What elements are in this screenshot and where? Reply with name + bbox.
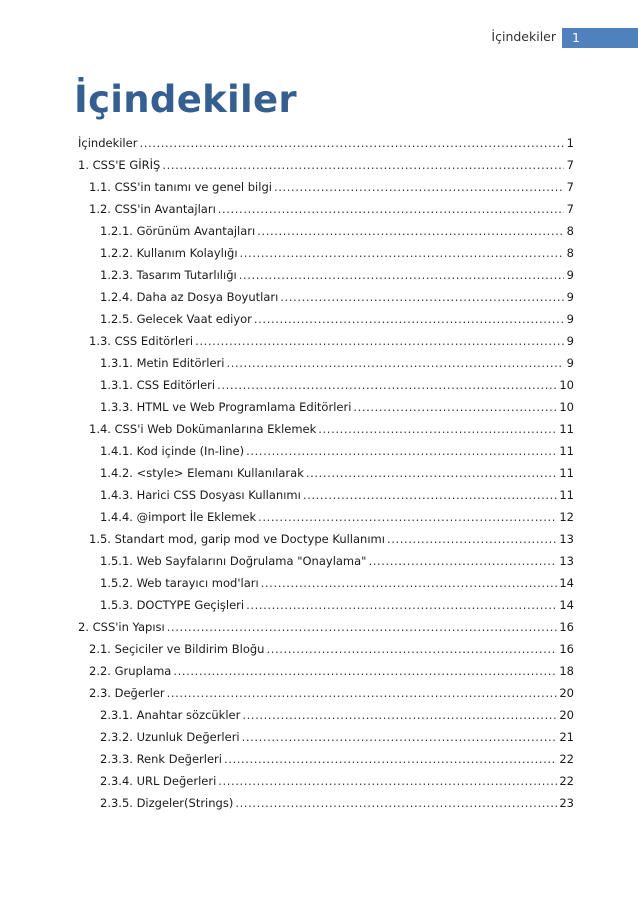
toc-entry-text: 1.2.1. Görünüm Avantajları bbox=[100, 224, 256, 238]
toc-entry-page: 20 bbox=[559, 708, 574, 722]
toc-entry[interactable] bbox=[78, 576, 574, 598]
toc-entry-text: 1.3. CSS Editörleri bbox=[89, 334, 194, 348]
toc-entry[interactable] bbox=[78, 708, 574, 730]
toc-entry-page: 21 bbox=[559, 730, 574, 744]
toc-dot-leader bbox=[368, 554, 557, 568]
toc-entry[interactable] bbox=[78, 334, 574, 356]
toc-dot-leader bbox=[218, 774, 557, 788]
toc-entry-text: 1.4. CSS'i Web Dokümanlarına Eklemek bbox=[89, 422, 317, 436]
toc-entry-text: 2.2. Gruplama bbox=[89, 664, 172, 678]
toc-dot-leader bbox=[246, 444, 557, 458]
toc-entry-text: 2.3. Değerler bbox=[89, 686, 165, 700]
toc-entry-text: 1.5.3. DOCTYPE Geçişleri bbox=[100, 598, 245, 612]
toc-dot-leader bbox=[353, 400, 557, 414]
toc-dot-leader bbox=[257, 224, 564, 238]
page-header bbox=[0, 28, 638, 48]
toc-dot-leader bbox=[139, 136, 564, 150]
toc-dot-leader bbox=[218, 202, 564, 216]
toc-entry[interactable] bbox=[78, 730, 574, 752]
toc-entry-text: 2.3.1. Anahtar sözcükler bbox=[100, 708, 241, 722]
toc-entry-text: 1.5.1. Web Sayfalarını Doğrulama "Onaylama" bbox=[100, 554, 367, 568]
toc-entry[interactable] bbox=[78, 664, 574, 686]
toc-entry-text: 1.2.5. Gelecek Vaat ediyor bbox=[100, 312, 252, 326]
toc-entry-page: 22 bbox=[559, 774, 574, 788]
toc-entry-text: 1. CSS'E GİRİŞ bbox=[78, 158, 161, 172]
toc-entry-text: 1.2. CSS'in Avantajları bbox=[89, 202, 216, 216]
toc-entry-text: 2.3.3. Renk Değerleri bbox=[100, 752, 222, 766]
toc-entry-page: 11 bbox=[559, 488, 574, 502]
toc-entry-page: 7 bbox=[566, 202, 574, 216]
toc-dot-leader bbox=[224, 752, 557, 766]
toc-entry-text: 1.5.2. Web tarayıcı mod'ları bbox=[100, 576, 259, 590]
toc-entry[interactable] bbox=[78, 400, 574, 422]
toc-dot-leader bbox=[303, 488, 558, 502]
toc-entry-page: 20 bbox=[559, 686, 574, 700]
toc-entry-text: 1.5. Standart mod, garip mod ve Doctype Kullanımı bbox=[89, 532, 385, 546]
toc-entry-page: 8 bbox=[566, 224, 574, 238]
toc-entry-page: 23 bbox=[559, 796, 574, 810]
toc-dot-leader bbox=[254, 312, 564, 326]
toc-dot-leader bbox=[258, 510, 557, 524]
toc-dot-leader bbox=[266, 642, 557, 656]
header-title: İçindekiler bbox=[491, 29, 556, 44]
toc-entry[interactable] bbox=[78, 488, 574, 510]
toc-entry-page: 13 bbox=[559, 532, 574, 546]
toc-dot-leader bbox=[274, 180, 564, 194]
toc-entry-text: 1.4.3. Harici CSS Dosyası Kullanımı bbox=[100, 488, 301, 502]
toc-entry-page: 14 bbox=[559, 576, 574, 590]
toc-entry[interactable] bbox=[78, 246, 574, 268]
toc-entry[interactable] bbox=[78, 466, 574, 488]
toc-dot-leader bbox=[167, 686, 558, 700]
toc-entry[interactable] bbox=[78, 532, 574, 554]
toc-entry[interactable] bbox=[78, 554, 574, 576]
toc-entry-text: 1.1. CSS'in tanımı ve genel bilgi bbox=[89, 180, 272, 194]
toc-entry-page: 16 bbox=[559, 642, 574, 656]
toc-entry-page: 9 bbox=[566, 290, 574, 304]
toc-dot-leader bbox=[239, 268, 564, 282]
toc-entry-text: 2.3.2. Uzunluk Değerleri bbox=[100, 730, 240, 744]
toc-entry[interactable] bbox=[78, 356, 574, 378]
toc-entry[interactable] bbox=[78, 378, 574, 400]
toc-entry-text: 1.3.1. CSS Editörleri bbox=[100, 378, 216, 392]
toc-dot-leader bbox=[261, 576, 558, 590]
toc-entry[interactable] bbox=[78, 686, 574, 708]
toc-entry-page: 14 bbox=[559, 598, 574, 612]
toc-entry-text: 1.2.2. Kullanım Kolaylığı bbox=[100, 246, 238, 260]
toc-entry[interactable] bbox=[78, 422, 574, 444]
toc-dot-leader bbox=[242, 708, 557, 722]
toc-entry-page: 9 bbox=[566, 268, 574, 282]
toc-entry-page: 8 bbox=[566, 246, 574, 260]
table-of-contents bbox=[78, 136, 574, 818]
toc-dot-leader bbox=[240, 246, 564, 260]
toc-dot-leader bbox=[235, 796, 557, 810]
toc-entry[interactable] bbox=[78, 268, 574, 290]
toc-entry-text: 2.3.5. Dizgeler(Strings) bbox=[100, 796, 234, 810]
toc-entry-text: 2.1. Seçiciler ve Bildirim Bloğu bbox=[89, 642, 265, 656]
toc-entry[interactable] bbox=[78, 642, 574, 664]
toc-entry[interactable] bbox=[78, 224, 574, 246]
toc-entry-text: 2. CSS'in Yapısı bbox=[78, 620, 165, 634]
toc-dot-leader bbox=[167, 620, 558, 634]
toc-entry-text: 1.2.4. Daha az Dosya Boyutları bbox=[100, 290, 279, 304]
toc-entry-page: 11 bbox=[559, 422, 574, 436]
toc-entry-page: 9 bbox=[566, 334, 574, 348]
toc-dot-leader bbox=[173, 664, 557, 678]
toc-entry-page: 10 bbox=[559, 400, 574, 414]
toc-entry-page: 12 bbox=[559, 510, 574, 524]
toc-entry-page: 13 bbox=[559, 554, 574, 568]
toc-entry[interactable] bbox=[78, 290, 574, 312]
toc-entry[interactable] bbox=[78, 598, 574, 620]
toc-entry-text: 1.4.2. <style> Elemanı Kullanılarak bbox=[100, 466, 304, 480]
toc-entry[interactable] bbox=[78, 752, 574, 774]
toc-dot-leader bbox=[280, 290, 564, 304]
toc-entry[interactable] bbox=[78, 620, 574, 642]
toc-dot-leader bbox=[318, 422, 557, 436]
toc-entry[interactable] bbox=[78, 774, 574, 796]
toc-entry-text: 1.4.4. @import İle Eklemek bbox=[100, 510, 257, 524]
toc-dot-leader bbox=[387, 532, 557, 546]
toc-dot-leader bbox=[217, 378, 557, 392]
toc-entry[interactable] bbox=[78, 136, 574, 158]
toc-entry[interactable] bbox=[78, 444, 574, 466]
toc-entry-page: 1 bbox=[566, 136, 574, 150]
toc-entry-page: 10 bbox=[559, 378, 574, 392]
toc-entry-page: 7 bbox=[566, 158, 574, 172]
toc-entry-page: 9 bbox=[566, 312, 574, 326]
toc-entry-text: 2.3.4. URL Değerleri bbox=[100, 774, 217, 788]
toc-entry-text: İçindekiler bbox=[78, 136, 138, 150]
toc-dot-leader bbox=[242, 730, 558, 744]
toc-dot-leader bbox=[162, 158, 564, 172]
header-page-number: 1 bbox=[562, 28, 638, 48]
toc-entry[interactable] bbox=[78, 796, 574, 818]
toc-dot-leader bbox=[246, 598, 557, 612]
toc-entry[interactable] bbox=[78, 312, 574, 334]
toc-entry-page: 22 bbox=[559, 752, 574, 766]
toc-entry-page: 9 bbox=[566, 356, 574, 370]
toc-dot-leader bbox=[306, 466, 558, 480]
toc-entry-page: 11 bbox=[559, 466, 574, 480]
toc-entry-page: 18 bbox=[559, 664, 574, 678]
toc-entry-page: 16 bbox=[559, 620, 574, 634]
toc-entry[interactable] bbox=[78, 202, 574, 224]
page-title: İçindekiler bbox=[74, 78, 297, 121]
toc-entry[interactable] bbox=[78, 510, 574, 532]
toc-entry-text: 1.2.3. Tasarım Tutarlılığı bbox=[100, 268, 237, 282]
toc-entry[interactable] bbox=[78, 158, 574, 180]
toc-dot-leader bbox=[195, 334, 564, 348]
toc-entry-page: 11 bbox=[559, 444, 574, 458]
toc-entry-text: 1.3.3. HTML ve Web Programlama Editörleri bbox=[100, 400, 352, 414]
toc-dot-leader bbox=[226, 356, 564, 370]
toc-entry-page: 7 bbox=[566, 180, 574, 194]
toc-entry-text: 1.4.1. Kod içinde (In-line) bbox=[100, 444, 245, 458]
toc-entry-text: 1.3.1. Metin Editörleri bbox=[100, 356, 225, 370]
toc-entry[interactable] bbox=[78, 180, 574, 202]
